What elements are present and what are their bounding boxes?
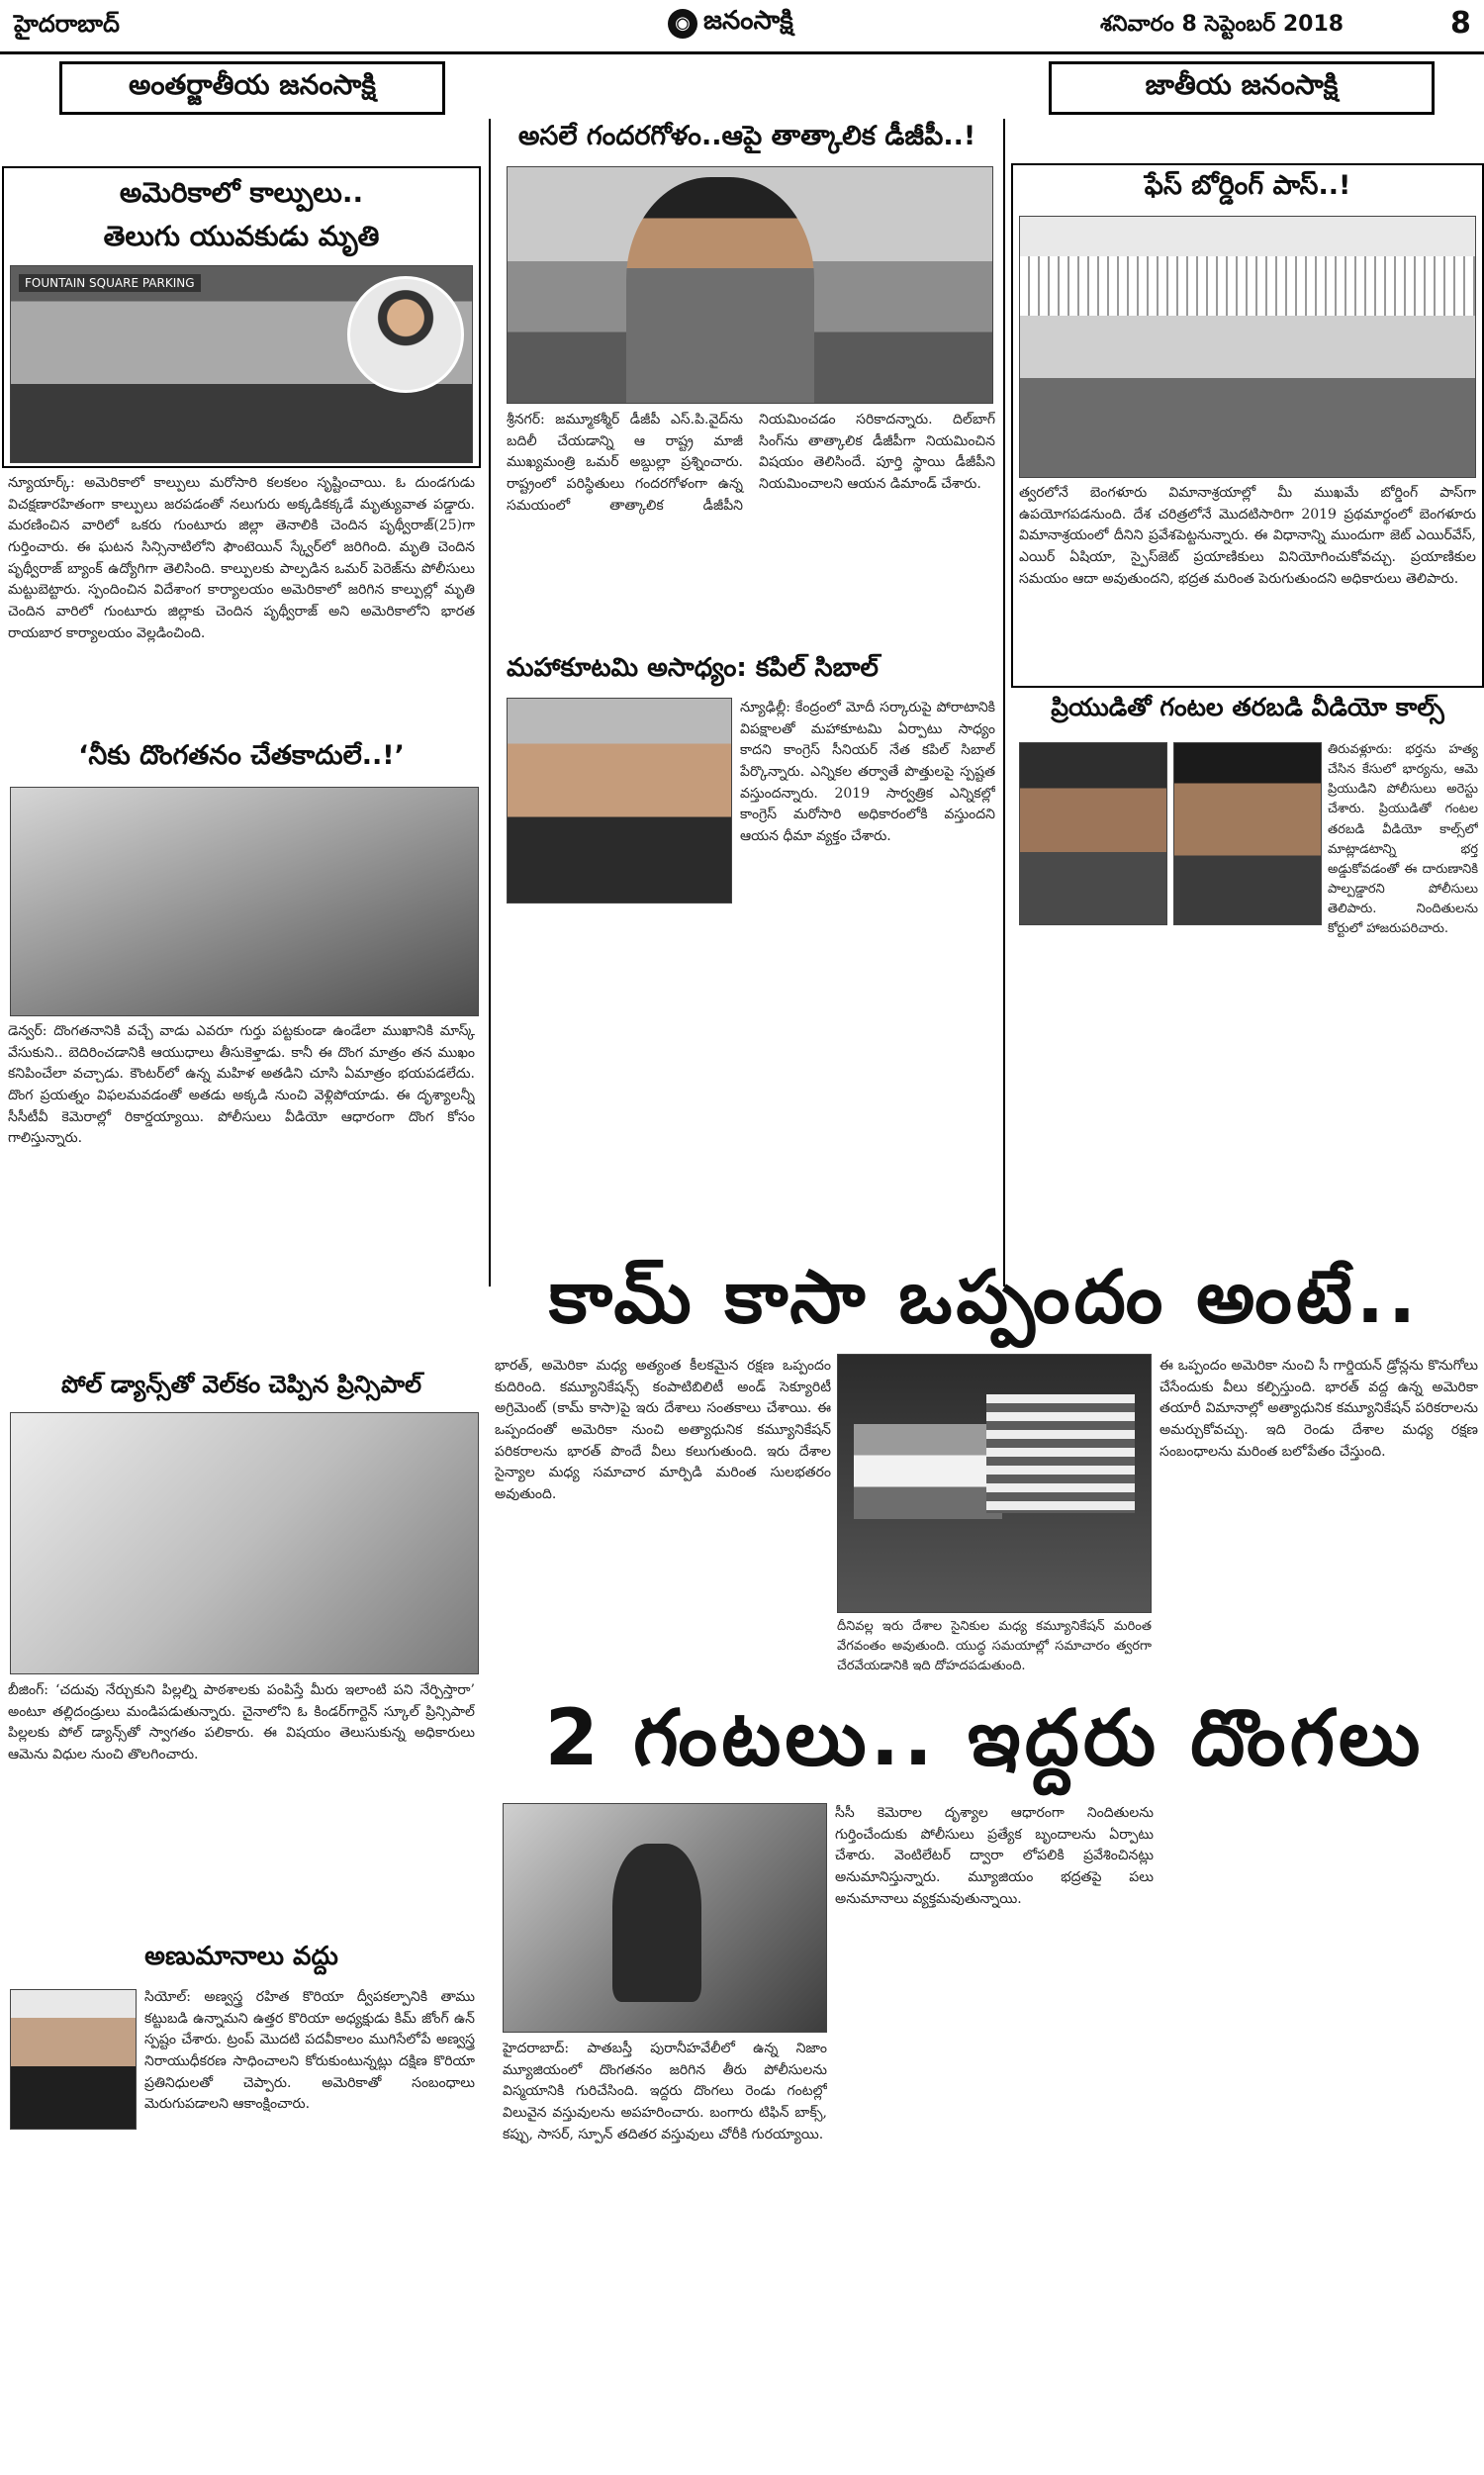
thief-cctv-photo: [10, 787, 479, 1016]
story-sibal-body: న్యూఢిల్లీ: కేంద్రంలో మోదీ సర్కారుపై పోరాటానికి విపక్షాలతో మహాకూటమి ఏర్పాటు సాధ్యం కాదని కాంగ్రెస్‌ సీనియర్‌ నేత కపిల్‌ సిబాల్‌ పేర్కొన్నారు. ఎన్నికల తర్వాతే పొత్తులపై స్పష్టత వస్తుందన్నారు. 2019 సార్వత్రిక ఎన్నికల్లో కాంగ్రెస్‌ మరోసారి అధికారంలోకి వస్తుందని ఆయన ధీమా వ్యక్తం చేశారు.: [740, 700, 995, 845]
feature-thieves-body-left: హైదరాబాద్‌: పాతబస్తీ పురానీహవేలీలో ఉన్న నిజాం మ్యూజియంలో దొంగతనం జరిగిన తీరు పోలీసులను విస్మయానికి గురిచేసింది. ఇద్దరు దొంగలు రెండు గంటల్లో విలువైన వస్తువులను అపహరించారు. బంగారు టిఫిన్‌ బాక్స్‌, కప్పు, సాసర్‌, స్పూన్‌ తదితర వస్తువులు చోరీకి గురయ్యాయి.: [503, 2041, 827, 2142]
masthead-date: శనివారం 8 సెప్టెంబర్ 2018: [1100, 12, 1345, 37]
feature-thieves-body-right: [1161, 1803, 1478, 2466]
story-pole-dance-body: బీజింగ్‌: ‘చదువు నేర్చుకుని పిల్లల్ని పాఠశాలకు పంపిస్తే మీరు ఇలాంటి పని నేర్పిస్తారా’ అంటూ తల్లిదండ్రులు మండిపడుతున్నారు. చైనాలోని ఓ కిండర్‌గార్టెన్‌ స్కూల్‌ ప్రిన్సిపాల్‌ పిల్లలకు పోల్‌ డ్యాన్స్‌తో స్వాగతం పలికారు. ఈ విషయం తెలుసుకున్న అధికారులు ఆమెను విధుల నుంచి తొలగించారు.: [8, 1682, 475, 1763]
india-flag: [854, 1424, 1002, 1519]
story-face-boarding-body: త్వరలోనే బెంగళూరు విమానాశ్రయాల్లో మీ ముఖమే బోర్డింగ్‌ పాస్‌గా ఉపయోగపడనుంది. దేశ చరిత్రలోనే మొదటిసారిగా 2019 ప్రథమార్థంలో బెంగళూరు విమానాశ్రయంలో దీనిని ప్రవేశపెట్టనున్నారు. ఈ విధానాన్ని ముందుగా జెట్‌ ఎయిర్‌వేస్‌, ఎయిర్‌ ఏషియా, స్పైస్‌జెట్‌ ప్రయాణికులు వినియోగించుకోవచ్చు. ప్రయాణికుల సమయం ఆదా అవుతుందని, భద్రత మరింత పెరుగుతుందని అధికారులు తెలిపారు.: [1019, 485, 1476, 587]
us-shooting-photo: [10, 265, 473, 463]
thief-figure: [612, 1844, 701, 2002]
section-banner-national: జాతీయ జనంసాక్షి: [1049, 61, 1435, 115]
story-thief-body: డెన్వర్‌: దొంగతనానికి వచ్చే వాడు ఎవరూ గుర్తు పట్టకుండా ఉండేలా ముఖానికి మాస్క్‌ వేసుకుని.. బెదిరించడానికి ఆయుధాలు తీసుకెళ్తాడు. కానీ ఈ దొంగ మాత్రం తన ముఖం కనిపించేలా వచ్చాడు. కౌంటర్‌లో ఉన్న మహిళ అతడిని చూసి ఏమాత్రం భయపడలేదు. దొంగ ప్రయత్నం విఫలమవడంతో అతడు అక్కడి నుంచి వెళ్లిపోయాడు. ఈ దృశ్యాలన్నీ సీసీటీవీ కెమెరాల్లో రికార్డయ్యాయి. పోలీసులు వీడియో ఆధారంగా దొంగ కోసం గాలిస్తున్నారు.: [8, 1023, 475, 1147]
feature-comcasa-body-mid: దీనివల్ల ఇరు దేశాల సైనికుల మధ్య కమ్యూనికేషన్‌ మరింత వేగవంతం అవుతుంది. యుద్ధ సమయాల్లో సమాచారం త్వరగా చేరవేయడానికి ఇది దోహదపడుతుంది.: [837, 1619, 1152, 1674]
story-korea-body: సియోల్‌: అణ్వస్త్ర రహిత కొరియా ద్వీపకల్పానికి తాము కట్టుబడి ఉన్నామని ఉత్తర కొరియా అధ్యక్షుడు కిమ్‌ జోంగ్‌ ఉన్‌ స్పష్టం చేశారు. ట్రంప్‌ మొదటి పదవీకాలం ముగిసేలోపే అణ్వస్త్ర నిరాయుధీకరణ సాధించాలని కోరుకుంటున్నట్లు దక్షిణ కొరియా ప్రతినిధులతో చెప్పారు. అమెరికాతో సంబంధాలు మెరుగుపడాలని ఆకాంక్షించారు.: [144, 1989, 475, 2113]
story-us-shooting-title-line2: తెలుగు యువకుడు మృతి: [103, 220, 380, 252]
story-us-shooting-body: న్యూయార్క్‌: అమెరికాలో కాల్పులు మరోసారి కలకలం సృష్టించాయి. ఓ దుండగుడు విచక్షణారహితంగా కాల్పులు జరపడంతో నలుగురు అక్కడికక్కడే మృత్యువాత పడ్డారు. మరణించిన వారిలో ఒకరు గుంటూరు జిల్లా తెనాలికి చెందిన పృథ్వీరాజ్‌(25)గా గుర్తించారు. ఈ ఘటన సిన్సినాటిలోని ఫౌంటెయిన్‌ స్క్వేర్‌లో జరిగింది. మృతి చెందిన పృథ్వీరాజ్‌ బ్యాంక్‌ ఉద్యోగిగా తెలిసింది. కాల్పులకు పాల్పడిన ఒమర్‌ పెరెజ్‌ను పోలీసులు మట్టుబెట్టారు. స్పందించిన విదేశాంగ కార్యాలయం అమెరికాలో జరిగిన కాల్పుల్లో మృతి చెందిన వారిలో గుంటూరు జిల్లాకు చెందిన పృథ్వీరాజ్‌ అని అమెరికాలోని భారత రాయబార కార్యాలయం వెల్లడించింది.: [8, 475, 475, 641]
kapil-sibal-photo: [507, 698, 732, 904]
story-korea-title: అణుమానాలు వద్దు: [144, 1942, 338, 1971]
victim-portrait-inset: [347, 276, 464, 393]
airport-photo: [1019, 216, 1476, 478]
masthead-logo: [668, 6, 793, 42]
masthead-city: హైదరాబాద్: [14, 10, 120, 38]
accused-man-photo: [1173, 742, 1322, 925]
flags-photo: [837, 1354, 1152, 1613]
accused-woman-photo: [1019, 742, 1167, 925]
column-divider-2: [1003, 119, 1005, 1286]
usa-flag: [986, 1394, 1135, 1513]
airport-canopy: [1020, 256, 1476, 316]
feature-thieves-body-mid: సీసీ కెమెరాల దృశ్యాల ఆధారంగా నిందితులను గుర్తించేందుకు పోలీసులు ప్రత్యేక బృందాలను ఏర్పాటు చేశారు. వెంటిలేటర్‌ ద్వారా లోపలికి ప్రవేశించినట్లు అనుమానిస్తున్నారు. మ్యూజియం భద్రతపై పలు అనుమానాలు వ్యక్తమవుతున్నాయి.: [835, 1805, 1154, 1907]
story-video-call-title: ప్రియుడితో గంటల తరబడి వీడియో కాల్స్‌: [1051, 693, 1444, 721]
dgp-photo: [507, 166, 993, 404]
story-us-shooting-title-line1: అమెరికాలో కాల్పులు..: [119, 176, 364, 209]
section-banner-international: అంతర్జాతీయ జనంసాక్షి: [59, 61, 445, 115]
us-shooting-photo-sign: FOUNTAIN SQUARE PARKING: [19, 274, 201, 292]
pole-dance-photo: [10, 1412, 479, 1674]
feature-comcasa-headline: కామ్‌ కాసా ఒప్పందం అంటే..: [548, 1255, 1421, 1340]
story-dgp-body: శ్రీనగర్‌: జమ్మూకశ్మీర్‌ డీజీపీ ఎస్‌.పి.వైద్‌ను బదిలీ చేయడాన్ని ఆ రాష్ట్ర మాజీ ముఖ్యమంత్రి ఒమర్‌ అబ్దుల్లా ప్రశ్నించారు. రాష్ట్రంలో పరిస్థితులు గందరగోళంగా ఉన్న సమయంలో తాత్కాలిక డీజీపీని నియమించడం సరికాదన్నారు. దిల్‌బాగ్‌ సింగ్‌ను తాత్కాలిక డీజీపీగా నియమించిన విషయం తెలిసిందే. పూర్తి స్థాయి డీజీపీని నియమించాలని ఆయన డిమాండ్‌ చేశారు.: [507, 412, 995, 514]
logo-icon: ◉: [668, 9, 697, 39]
feature-thieves-headline: 2 గంటలు.. ఇద్దరు దొంగలు: [544, 1694, 1425, 1783]
dgp-figure: [626, 177, 814, 404]
masthead-rule: [0, 51, 1484, 54]
story-face-boarding-title: ఫేస్‌ బోర్డింగ్‌ పాస్‌..!: [1144, 170, 1351, 201]
story-dgp-title: అసలే గందరగోళం..ఆపై తాత్కాలిక డీజీపీ..!: [517, 121, 976, 151]
masthead-paper-name: జనంసాక్షి: [703, 6, 793, 36]
feature-comcasa-body-right: ఈ ఒప్పందం అమెరికా నుంచి సీ గార్డియన్‌ డ్రోన్లను కొనుగోలు చేసేందుకు వీలు కల్పిస్తుంది. భారత్‌ వద్ద ఉన్న అమెరికా తయారీ విమానాల్లో అత్యాధునిక కమ్యూనికేషన్‌ పరికరాలను అమర్చుకోవచ్చు. ఇది రెండు దేశాల మధ్య రక్షణ సంబంధాలను మరింత బలోపేతం చేస్తుంది.: [1159, 1358, 1478, 1460]
story-sibal-title: మహాకూటమి అసాధ్యం: కపిల్‌ సిబాల్‌: [507, 653, 879, 683]
story-pole-dance-title: పోల్‌ డ్యాన్స్‌తో వెల్‌కం చెప్పిన ప్రిన్సిపాల్‌: [60, 1371, 422, 1398]
museum-cctv-photo: [503, 1803, 827, 2033]
page-number: 8: [1450, 6, 1471, 41]
story-thief-title: ‘నీకు దొంగతనం చేతకాదులే..!’: [78, 740, 405, 771]
feature-comcasa-body-left: భారత్‌, అమెరికా మధ్య అత్యంత కీలకమైన రక్షణ ఒప్పందం కుదిరింది. కమ్యూనికేషన్స్‌ కంపాటిబిలిటీ అండ్‌ సెక్యూరిటీ అగ్రిమెంట్‌ (కామ్‌ కాసా)పై ఇరు దేశాలు సంతకాలు చేశాయి. ఈ ఒప్పందంతో అమెరికా నుంచి అత్యాధునిక కమ్యూనికేషన్‌ పరికరాలను భారత్‌ పొందే వీలు కలుగుతుంది. ఇరు దేశాల సైన్యాల మధ్య సమాచార మార్పిడి మరింత సులభతరం అవుతుంది.: [495, 1358, 831, 1503]
column-divider-1: [489, 119, 491, 1286]
story-video-call-body: తిరువళ్లూరు: భర్తను హత్య చేసిన కేసులో భార్యను, ఆమె ప్రియుడిని పోలీసులు అరెస్టు చేశారు. ప్రియుడితో గంటల తరబడి వీడియో కాల్స్‌లో మాట్లాడటాన్ని భర్త అడ్డుకోవడంతో ఈ దారుణానికి పాల్పడ్డారని పోలీసులు తెలిపారు. నిందితులను కోర్టులో హాజరుపరిచారు.: [1328, 742, 1478, 937]
kim-jong-un-photo: [10, 1989, 137, 2130]
